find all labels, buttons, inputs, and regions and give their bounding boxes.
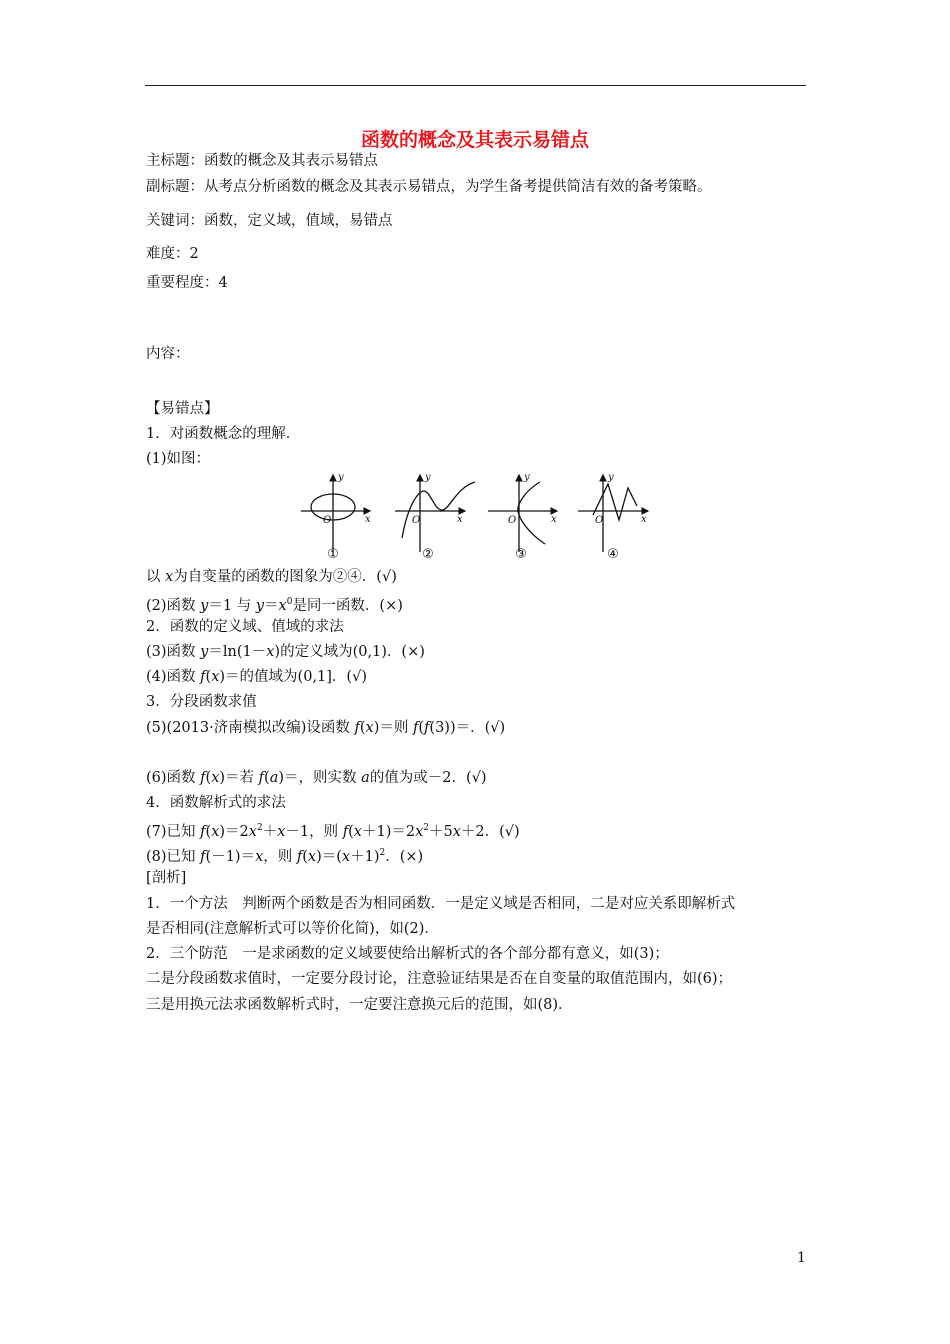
analysis-p1-line1: 1．一个方法 判断两个函数是否为相同函数．一是定义域是否相同，二是对应关系即解析式 xyxy=(146,896,736,912)
graph-3-y-label: y xyxy=(524,472,530,483)
graph-4-label: ④ xyxy=(607,547,619,562)
answer-1-line: 以 x为自变量的函数的图象为②④．(√) xyxy=(146,569,397,585)
graph-3-x-label: x xyxy=(551,514,557,525)
item-8-line: (8)已知 f(－1)＝x，则 $f(x)=(x+1)^2$．(×) xyxy=(146,848,424,865)
analysis-label: [剖析] xyxy=(146,870,187,886)
sub-title-line: 副标题：从考点分析函数的概念及其表示易错点，为学生备考提供简洁有效的备考策略。 xyxy=(146,179,712,195)
analysis-p2-line2: 二是分段函数求值时，一定要分段讨论，注意验证结果是否在自变量的取值范围内，如(6)； xyxy=(146,971,733,987)
section-3-heading: 3．分段函数求值 xyxy=(146,694,257,710)
item-3-line: (3)函数 y＝ln(1－x)的定义域为(0,1)．(×) xyxy=(146,644,425,660)
graph-4-origin: O xyxy=(595,515,604,526)
graph-2 xyxy=(395,475,475,552)
importance-line: 重要程度：4 xyxy=(146,275,228,291)
difficulty-line: 难度：2 xyxy=(146,246,199,262)
graph-1-x-label: x xyxy=(365,514,371,525)
item-2-line: (2)函数 y＝1 与 $y=x^0$是同一函数．(×) xyxy=(146,597,403,614)
item-4-line: (4)函数 f(x)＝的值域为(0,1]．(√) xyxy=(146,669,367,685)
graph-1-y-label: y xyxy=(338,472,344,483)
page-number: 1 xyxy=(797,1250,806,1266)
content-label: 内容： xyxy=(146,346,190,362)
graph-4-y-label: y xyxy=(608,472,614,483)
item-5-line: (5)(2013·济南模拟改编)设函数 f(x)＝则 f(f(3))＝．(√) xyxy=(146,720,506,736)
graph-4-x-label: x xyxy=(641,514,647,525)
graph-3-origin: O xyxy=(508,515,517,526)
analysis-p1-line2: 是否相同(注意解析式可以等价化简)，如(2)． xyxy=(146,921,439,937)
section-2-heading: 2．函数的定义域、值域的求法 xyxy=(146,619,344,635)
item-6-line: (6)函数 f(x)＝若 f(a)＝，则实数 a的值为或－2．(√) xyxy=(146,770,487,786)
item-1-line: (1)如图： xyxy=(146,451,211,467)
main-title-line: 主标题：函数的概念及其表示易错点 xyxy=(146,153,378,169)
section-4-heading: 4．函数解析式的求法 xyxy=(146,795,286,811)
page-title: 函数的概念及其表示易错点 xyxy=(360,129,589,151)
section-header: 【易错点】 xyxy=(146,401,219,417)
graph-3 xyxy=(488,475,557,552)
graph-2-y-label: y xyxy=(425,472,431,483)
graph-1-label: ① xyxy=(327,547,339,562)
graph-4 xyxy=(578,475,648,552)
section-1-heading: 1．对函数概念的理解． xyxy=(146,426,301,442)
keywords-line: 关键词：函数，定义域，值域，易错点 xyxy=(146,213,393,229)
item-7-line: (7)已知 $f(x)=2x^2+x-1$，则 $f(x+1)=2x^2+5x+2$．(√) xyxy=(146,823,520,840)
graph-1-origin: O xyxy=(323,515,332,526)
header-rule xyxy=(145,85,806,86)
graph-1 xyxy=(301,475,370,552)
analysis-p2-line1: 2．三个防范 一是求函数的定义域要使给出解析式的各个部分都有意义，如(3)； xyxy=(146,946,669,962)
function-graphs-figure xyxy=(295,470,665,562)
graph-2-label: ② xyxy=(422,547,434,562)
graph-2-origin: O xyxy=(412,515,421,526)
graph-3-label: ③ xyxy=(515,547,527,562)
graph-2-x-label: x xyxy=(457,514,463,525)
analysis-p2-line3: 三是用换元法求函数解析式时，一定要注意换元后的范围，如(8)． xyxy=(146,997,573,1013)
